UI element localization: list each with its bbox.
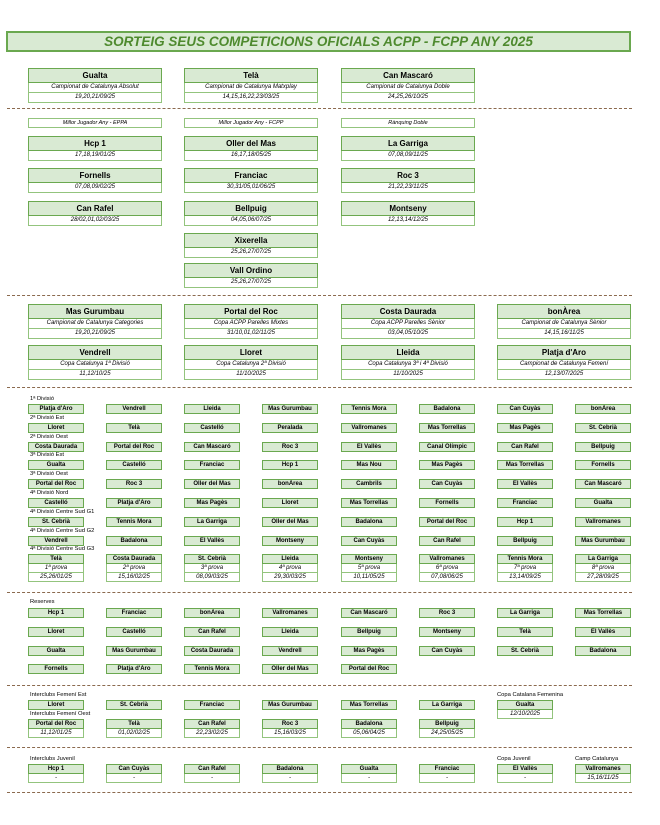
- venue-dates: 03,04,05/10/25: [341, 329, 475, 339]
- venue-box: Fornells: [28, 168, 162, 183]
- prova-dates: 15,16/02/25: [106, 573, 162, 582]
- prova-dates: 08,09/03/25: [184, 573, 240, 582]
- team-box: Bellpuig: [575, 442, 631, 452]
- venue-box: Can Rafel: [28, 201, 162, 216]
- ranking-caption: Millor Jugador Any - EPPA: [28, 118, 162, 128]
- team-box: Cambrils: [341, 479, 397, 489]
- reserve-team-box: Can Cuyàs: [419, 646, 475, 656]
- venue-box: Franciac: [184, 168, 318, 183]
- venue-dates: 07,08,09/02/25: [28, 183, 162, 193]
- team-box: Castelló: [106, 460, 162, 470]
- venue-dates: 17,18,19/01/25: [28, 151, 162, 161]
- venue-dates: 05,06/04/25: [341, 729, 397, 738]
- camp-catalunya-label: Camp Catalunya: [575, 756, 619, 762]
- team-box: Mas Pagès: [497, 423, 553, 433]
- ranking-caption: Millor Jugador Any - FCPP: [184, 118, 318, 128]
- venue-box: Mas Gurumbau: [28, 304, 162, 319]
- venue-subtitle: Copa ACPP Parelles Sènior: [341, 319, 475, 329]
- venue-box: Can Mascaró: [341, 68, 475, 83]
- venue-dates: 12,13,14/12/25: [341, 216, 475, 226]
- venue-dates: -: [262, 774, 318, 783]
- venue-dates: 12/10/2025: [497, 710, 553, 719]
- team-box: Montseny: [341, 554, 397, 564]
- team-box: Badalona: [341, 517, 397, 527]
- team-box: Can Cuyàs: [419, 479, 475, 489]
- reserve-team-box: Can Rafel: [184, 627, 240, 637]
- team-box: Can Rafel: [184, 719, 240, 729]
- ranking-caption: Rànquing Doble: [341, 118, 475, 128]
- venue-dates: 19,20,21/09/25: [28, 93, 162, 103]
- team-box: Telà: [106, 423, 162, 433]
- prova-label: 4ª prova: [262, 564, 318, 573]
- venue-dates: 11,12/10/25: [28, 370, 162, 380]
- venue-box: bonÀrea: [497, 304, 631, 319]
- reserve-team-box: Vendrell: [262, 646, 318, 656]
- team-box: Gualta: [341, 764, 397, 774]
- prova-dates: 25,26/01/25: [28, 573, 84, 582]
- venue-dates: 25,26,27/07/25: [184, 278, 318, 288]
- section-divider: [7, 792, 632, 793]
- venue-box: Bellpuig: [184, 201, 318, 216]
- prova-dates: 10,11/05/25: [341, 573, 397, 582]
- team-box: Lloret: [28, 423, 84, 433]
- venue-dates: 24,25/05/25: [419, 729, 475, 738]
- section-divider: [7, 592, 632, 593]
- reserve-team-box: Can Mascaró: [341, 608, 397, 618]
- venue-subtitle: Campionat de Catalunya Absolut: [28, 83, 162, 93]
- section-divider: [7, 387, 632, 388]
- reserve-team-box: Telà: [497, 627, 553, 637]
- division-label: 3ª Divisió Oest: [30, 471, 68, 478]
- team-box: Hcp 1: [28, 764, 84, 774]
- team-box: El Vallès: [497, 479, 553, 489]
- venue-dates: 15,16/11/25: [575, 774, 631, 783]
- team-box: Mas Pagès: [419, 460, 475, 470]
- reserve-team-box: St. Cebrià: [497, 646, 553, 656]
- venue-dates: -: [184, 774, 240, 783]
- team-box: St. Cebrià: [184, 554, 240, 564]
- prova-label: 6ª prova: [419, 564, 475, 573]
- reserve-team-box: Oller del Mas: [262, 664, 318, 674]
- venue-dates: -: [419, 774, 475, 783]
- venue-dates: 01,02/02/25: [106, 729, 162, 738]
- venue-box: Gualta: [28, 68, 162, 83]
- venue-subtitle: Copa ACPP Parelles Mixtes: [184, 319, 318, 329]
- femeni-oest-label: Interclubs Femení Oest: [30, 711, 91, 717]
- reserve-team-box: bonÀrea: [184, 608, 240, 618]
- team-box: Lleida: [184, 404, 240, 414]
- team-box: Costa Daurada: [106, 554, 162, 564]
- reserve-team-box: Franciac: [106, 608, 162, 618]
- team-box: Can Rafel: [184, 764, 240, 774]
- team-box: Badalona: [106, 536, 162, 546]
- venue-subtitle: Copa Catalunya 2ª Divisió: [184, 360, 318, 370]
- venue-dates: 16,17,18/05/25: [184, 151, 318, 161]
- team-box: Fornells: [575, 460, 631, 470]
- team-box: Peralada: [262, 423, 318, 433]
- division-label: 4ª Divisió Nord: [30, 490, 69, 496]
- team-box: Can Mascaró: [184, 442, 240, 452]
- team-box: Franciac: [184, 460, 240, 470]
- team-box: Lloret: [28, 700, 84, 710]
- reserve-team-box: Mas Torrellas: [575, 608, 631, 618]
- prova-dates: 27,28/09/25: [575, 573, 631, 582]
- team-box: Bellpuig: [497, 536, 553, 546]
- venue-box: Platja d'Aro: [497, 345, 631, 360]
- reserve-team-box: Lloret: [28, 627, 84, 637]
- team-box: Costa Daurada: [28, 442, 84, 452]
- team-box: El Vallès: [497, 764, 553, 774]
- team-box: Platja d'Aro: [28, 404, 84, 414]
- team-box: Tennis Mora: [106, 517, 162, 527]
- team-box: La Garriga: [184, 517, 240, 527]
- team-box: St. Cebrià: [575, 423, 631, 433]
- team-box: bonÀrea: [262, 479, 318, 489]
- venue-dates: 04,05,06/07/25: [184, 216, 318, 226]
- venue-box: Lleida: [341, 345, 475, 360]
- team-box: Portal del Roc: [106, 442, 162, 452]
- team-box: Tennis Mora: [497, 554, 553, 564]
- team-box: Vallromanes: [341, 423, 397, 433]
- prova-label: 2ª prova: [106, 564, 162, 573]
- team-box: Can Mascaró: [575, 479, 631, 489]
- team-box: Roc 3: [262, 442, 318, 452]
- section-divider: [7, 108, 632, 109]
- reserve-team-box: Montseny: [419, 627, 475, 637]
- femeni-est-label: Interclubs Femení Est: [30, 692, 87, 698]
- team-box: Can Cuyàs: [497, 404, 553, 414]
- prova-label: 8ª prova: [575, 564, 631, 573]
- juvenil-label: Interclubs Juvenil: [30, 756, 75, 762]
- team-box: Fornells: [419, 498, 475, 508]
- team-box: Mas Torrellas: [497, 460, 553, 470]
- venue-box: Telà: [184, 68, 318, 83]
- team-box: Vallromanes: [575, 517, 631, 527]
- venue-subtitle: Copa Catalunya 1ª Divisió: [28, 360, 162, 370]
- venue-dates: 21,22,23/11/25: [341, 183, 475, 193]
- reserve-team-box: La Garriga: [497, 608, 553, 618]
- team-box: Can Rafel: [419, 536, 475, 546]
- venue-dates: 11/10/2025: [184, 370, 318, 380]
- team-box: Montseny: [262, 536, 318, 546]
- venue-dates: 24,25,26/10/25: [341, 93, 475, 103]
- venue-dates: 15,16/03/25: [262, 729, 318, 738]
- team-box: Roc 3: [262, 719, 318, 729]
- venue-dates: 19,20,21/09/25: [28, 329, 162, 339]
- reserve-team-box: Platja d'Aro: [106, 664, 162, 674]
- team-box: Mas Pagès: [184, 498, 240, 508]
- team-box: Platja d'Aro: [106, 498, 162, 508]
- division-label: 2ª Divisió Oest: [30, 433, 68, 440]
- venue-box: Vendrell: [28, 345, 162, 360]
- section-divider: [7, 747, 632, 748]
- team-box: Can Cuyàs: [106, 764, 162, 774]
- team-box: Lleida: [262, 554, 318, 564]
- team-box: Vallromanes: [419, 554, 475, 564]
- team-box: Vallromanes: [575, 764, 631, 774]
- team-box: Franciac: [497, 498, 553, 508]
- team-box: Can Rafel: [497, 442, 553, 452]
- venue-subtitle: Campionat de Catalunya Matxplay: [184, 83, 318, 93]
- team-box: El Vallès: [184, 536, 240, 546]
- reserve-team-box: Bellpuig: [341, 627, 397, 637]
- venue-box: Roc 3: [341, 168, 475, 183]
- reserve-team-box: Fornells: [28, 664, 84, 674]
- prova-label: 5ª prova: [341, 564, 397, 573]
- venue-dates: 11/10/2025: [341, 370, 475, 380]
- team-box: Tennis Mora: [341, 404, 397, 414]
- reserve-team-box: Hcp 1: [28, 608, 84, 618]
- team-box: Badalona: [419, 404, 475, 414]
- venue-dates: 22,23/02/25: [184, 729, 240, 738]
- venue-dates: 28/02,01,02/03/25: [28, 216, 162, 226]
- team-box: El Vallès: [341, 442, 397, 452]
- venue-dates: 12,13/07/2025: [497, 370, 631, 380]
- division-label: 4ª Divisió Centre Sud G3: [30, 546, 95, 553]
- team-box: Mas Torrellas: [341, 700, 397, 710]
- venue-box: Vall Ordino: [184, 263, 318, 278]
- section-divider: [7, 295, 632, 296]
- reserve-team-box: Lleida: [262, 627, 318, 637]
- team-box: St. Cebrià: [106, 700, 162, 710]
- division-label: 4ª Divisió Centre Sud G1: [30, 508, 95, 515]
- reserve-team-box: Mas Gurumbau: [106, 646, 162, 656]
- team-box: Telà: [106, 719, 162, 729]
- venue-subtitle: Campionat de Catalunya Doble: [341, 83, 475, 93]
- venue-dates: 07,08,09/11/25: [341, 151, 475, 161]
- venue-dates: -: [106, 774, 162, 783]
- team-box: Portal del Roc: [419, 517, 475, 527]
- team-box: bonÀrea: [575, 404, 631, 414]
- venue-subtitle: Campionat de Catalunya Sènior: [497, 319, 631, 329]
- venue-box: Montseny: [341, 201, 475, 216]
- venue-dates: -: [28, 774, 84, 783]
- team-box: Vendrell: [28, 536, 84, 546]
- team-box: St. Cebrià: [28, 517, 84, 527]
- venue-subtitle: Campionat de Catalunya Categories: [28, 319, 162, 329]
- reserve-team-box: Gualta: [28, 646, 84, 656]
- team-box: Castelló: [184, 423, 240, 433]
- team-box: Oller del Mas: [184, 479, 240, 489]
- team-box: Oller del Mas: [262, 517, 318, 527]
- reserve-team-box: Costa Daurada: [184, 646, 240, 656]
- division-label: 4ª Divisió Centre Sud G2: [30, 527, 95, 534]
- team-box: Vendrell: [106, 404, 162, 414]
- team-box: Bellpuig: [419, 719, 475, 729]
- team-box: Badalona: [341, 719, 397, 729]
- team-box: Badalona: [262, 764, 318, 774]
- division-label: 2ª Divisió Est: [30, 414, 65, 421]
- page-title: SORTEIG SEUS COMPETICIONS OFICIALS ACPP - FCPP ANY 2025: [6, 31, 631, 52]
- venue-box: Oller del Mas: [184, 136, 318, 151]
- prova-dates: 07,08/06/25: [419, 573, 475, 582]
- team-box: Portal del Roc: [28, 479, 84, 489]
- venue-subtitle: Campionat de Catalunya Femení: [497, 360, 631, 370]
- venue-box: Hcp 1: [28, 136, 162, 151]
- prova-label: 1ª prova: [28, 564, 84, 573]
- reserve-team-box: El Vallès: [575, 627, 631, 637]
- copa-femenina-label: Copa Catalana Femenina: [497, 692, 564, 698]
- team-box: Hcp 1: [497, 517, 553, 527]
- venue-dates: 30,31/05,01/06/25: [184, 183, 318, 193]
- venue-dates: 14,15,16,22,23/03/25: [184, 93, 318, 103]
- venue-box: Lloret: [184, 345, 318, 360]
- prova-dates: 13,14/09/25: [497, 573, 553, 582]
- team-box: Gualta: [575, 498, 631, 508]
- reserve-team-box: Badalona: [575, 646, 631, 656]
- team-box: Franciac: [419, 764, 475, 774]
- venue-dates: 11,12/01/25: [28, 729, 84, 738]
- reserve-team-box: Castelló: [106, 627, 162, 637]
- reserve-team-box: Vallromanes: [262, 608, 318, 618]
- prova-label: 3ª prova: [184, 564, 240, 573]
- team-box: Mas Torrellas: [341, 498, 397, 508]
- reserves-label: Reserves: [30, 599, 55, 605]
- team-box: Portal del Roc: [28, 719, 84, 729]
- venue-box: La Garriga: [341, 136, 475, 151]
- venue-dates: 25,26,27/07/25: [184, 248, 318, 258]
- division-label: 3ª Divisió Est: [30, 452, 65, 459]
- venue-subtitle: Copa Catalunya 3ª i 4ª Divisió: [341, 360, 475, 370]
- venue-dates: -: [497, 774, 553, 783]
- team-box: Mas Gurumbau: [575, 536, 631, 546]
- reserve-team-box: Roc 3: [419, 608, 475, 618]
- copa-juvenil-label: Copa Juvenil: [497, 756, 531, 762]
- venue-dates: -: [341, 774, 397, 783]
- team-box: Can Cuyàs: [341, 536, 397, 546]
- reserve-team-box: Mas Pagès: [341, 646, 397, 656]
- venue-box: Costa Daurada: [341, 304, 475, 319]
- division-label: 1ª Divisió: [30, 396, 55, 402]
- team-box: Mas Nou: [341, 460, 397, 470]
- reserve-team-box: Tennis Mora: [184, 664, 240, 674]
- team-box: Mas Gurumbau: [262, 700, 318, 710]
- team-box: Hcp 1: [262, 460, 318, 470]
- prova-label: 7ª prova: [497, 564, 553, 573]
- team-box: La Garriga: [419, 700, 475, 710]
- venue-box: Xixerella: [184, 233, 318, 248]
- team-box: Telà: [28, 554, 84, 564]
- team-box: Roc 3: [106, 479, 162, 489]
- section-divider: [7, 685, 632, 686]
- team-box: Gualta: [497, 700, 553, 710]
- team-box: Lloret: [262, 498, 318, 508]
- team-box: Mas Torrellas: [419, 423, 475, 433]
- reserve-team-box: Portal del Roc: [341, 664, 397, 674]
- team-box: Gualta: [28, 460, 84, 470]
- venue-dates: 31/10,01,02/11/25: [184, 329, 318, 339]
- team-box: La Garriga: [575, 554, 631, 564]
- team-box: Castelló: [28, 498, 84, 508]
- venue-box: Portal del Roc: [184, 304, 318, 319]
- team-box: Canal Olímpic: [419, 442, 475, 452]
- team-box: Mas Gurumbau: [262, 404, 318, 414]
- prova-dates: 29,30/03/25: [262, 573, 318, 582]
- team-box: Franciac: [184, 700, 240, 710]
- venue-dates: 14,15,16/11/25: [497, 329, 631, 339]
